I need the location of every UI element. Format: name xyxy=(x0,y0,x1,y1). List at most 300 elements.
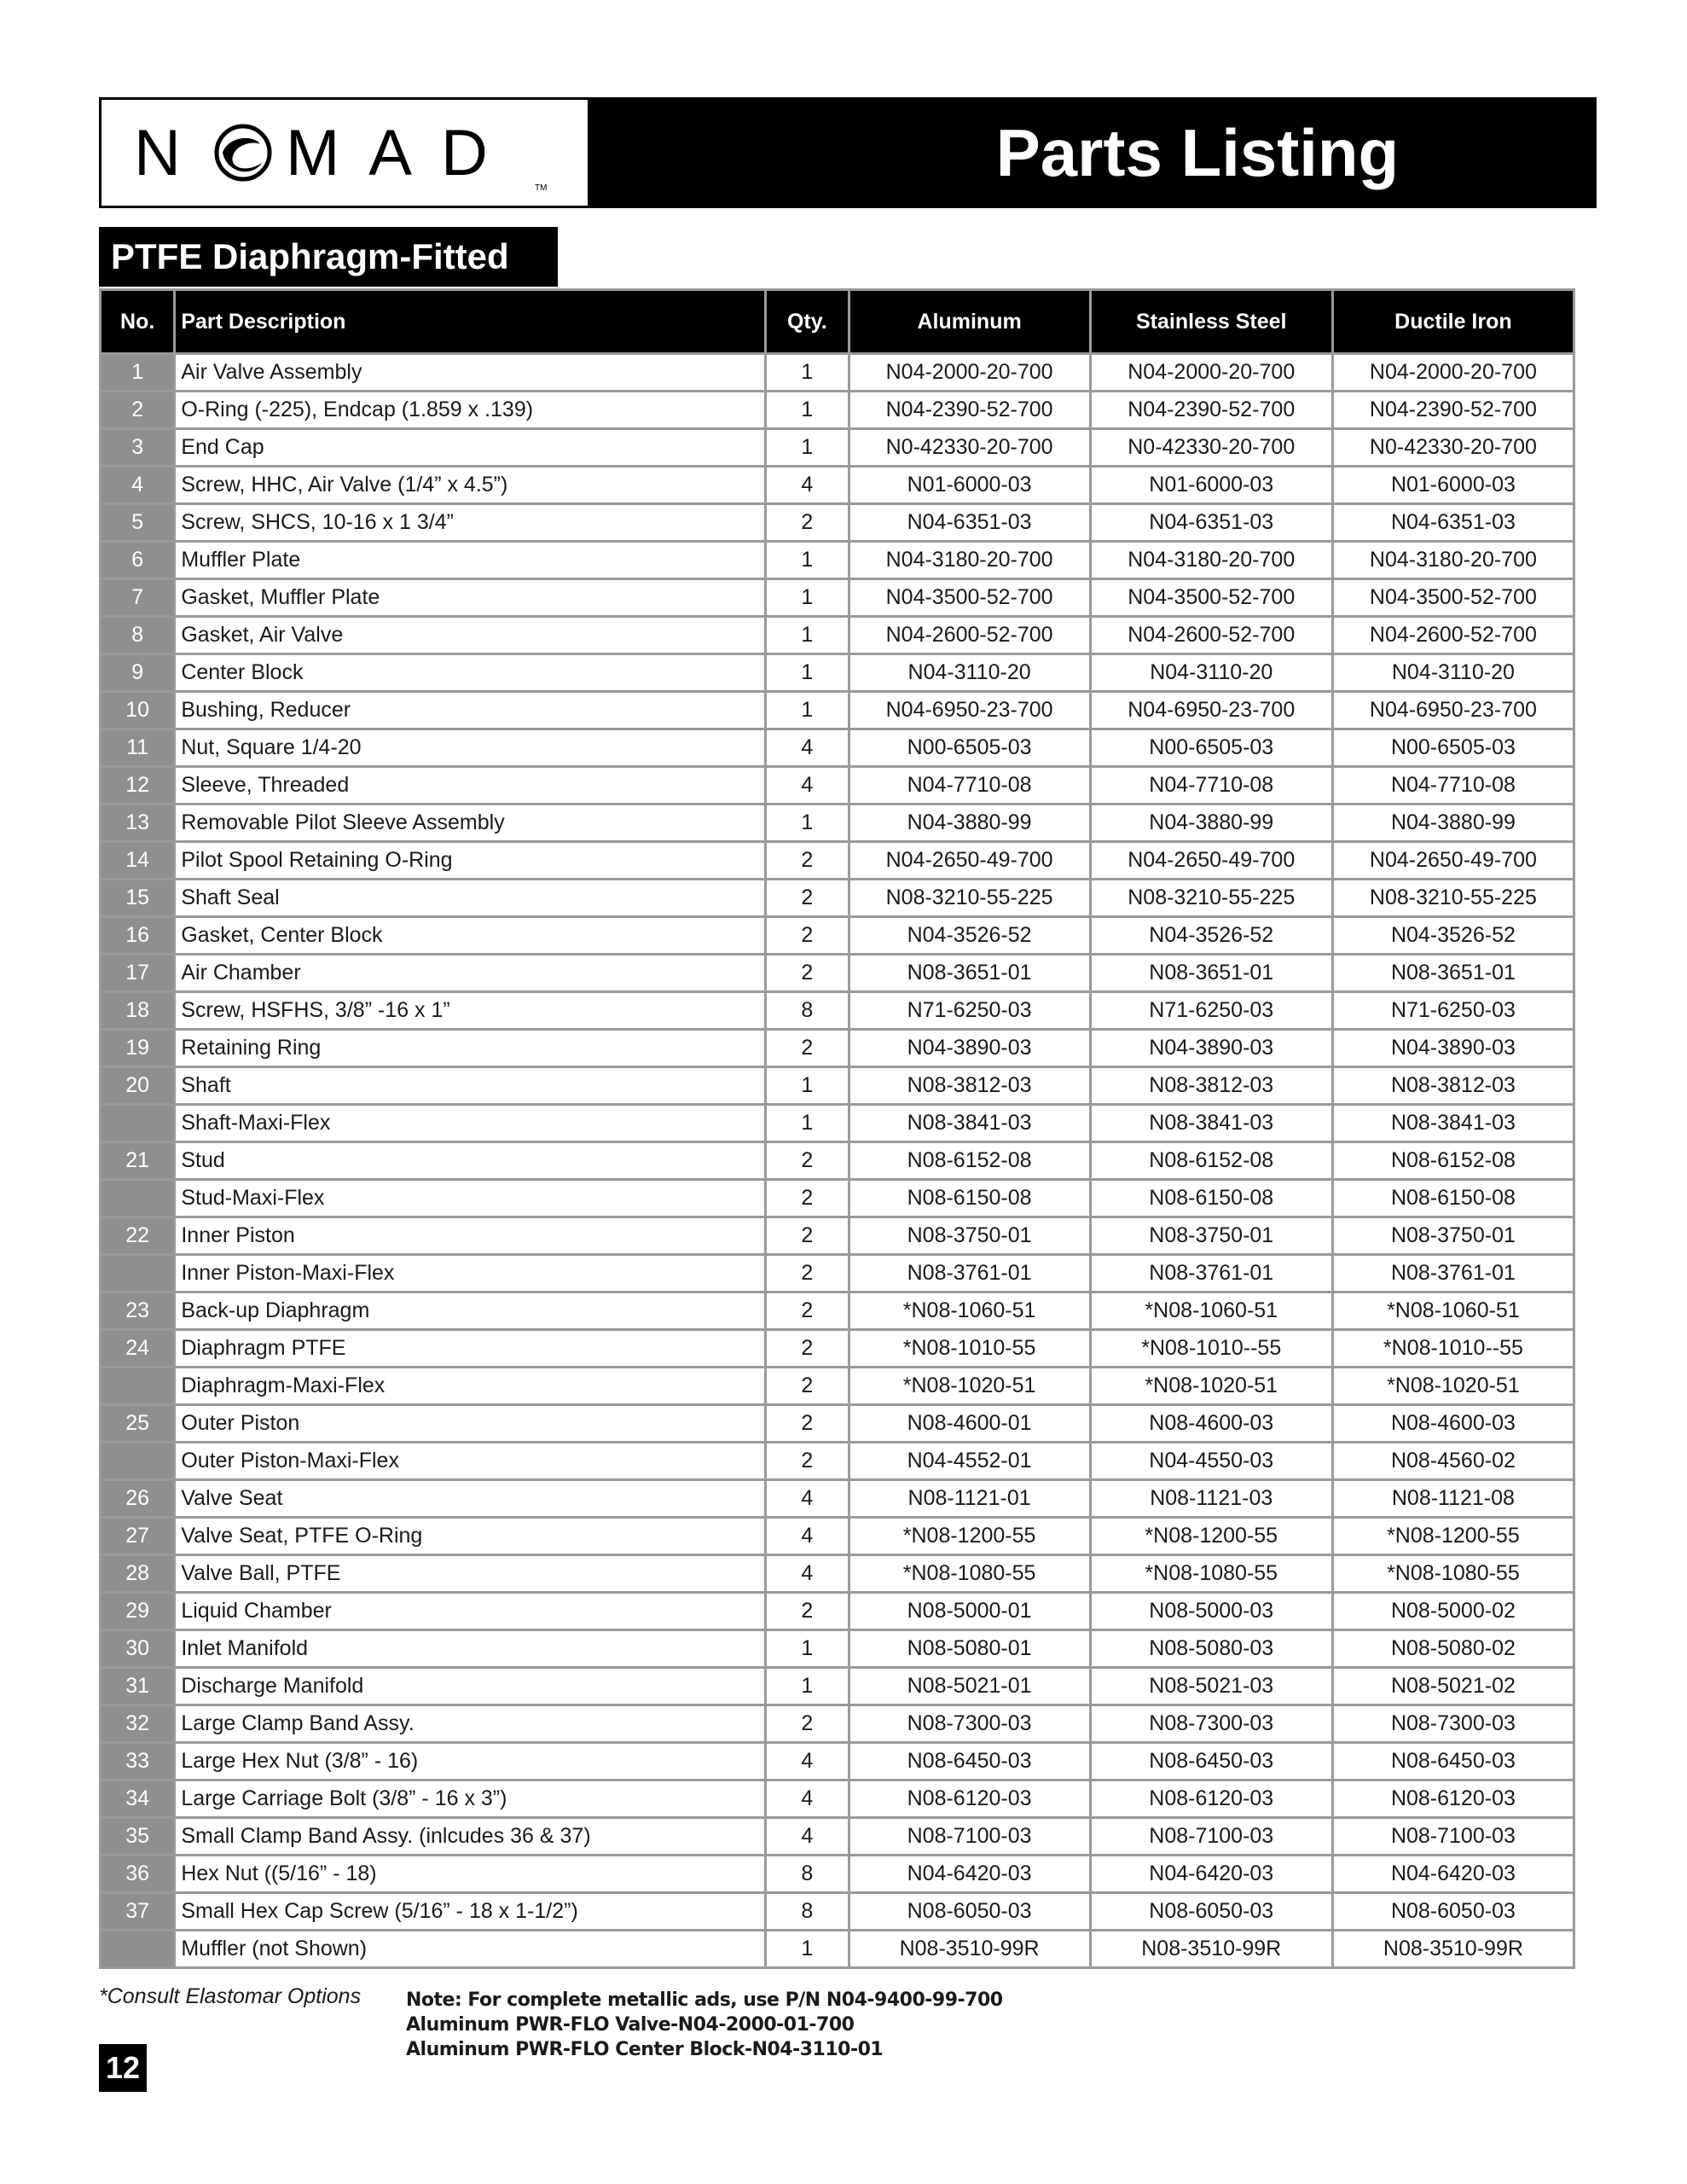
ductile-iron-part-cell: N04-7710-08 xyxy=(1332,767,1574,804)
logo-letter-n: N xyxy=(134,117,181,189)
part-description-cell: Removable Pilot Sleeve Assembly xyxy=(175,804,766,842)
aluminum-part-cell: N04-2650-49-700 xyxy=(849,842,1090,880)
part-number-cell: 4 xyxy=(101,467,175,504)
table-row xyxy=(101,354,1574,392)
stainless-steel-part-cell: N04-6420-03 xyxy=(1090,1856,1332,1893)
table-row xyxy=(101,1668,1574,1705)
table-row xyxy=(101,1856,1574,1893)
stainless-steel-part-cell: N08-3510-99R xyxy=(1090,1931,1332,1968)
ductile-iron-part-cell: N04-6351-03 xyxy=(1332,504,1574,542)
logo-letters-mad: MAD xyxy=(286,117,517,189)
page-title: Parts Listing xyxy=(995,115,1400,190)
part-number-cell: 27 xyxy=(101,1518,175,1555)
table-row xyxy=(101,1030,1574,1067)
ductile-iron-part-cell: *N08-1020-51 xyxy=(1332,1368,1574,1405)
ductile-iron-part-cell: N08-3210-55-225 xyxy=(1332,880,1574,917)
table-row xyxy=(101,1780,1574,1818)
aluminum-part-cell: N04-6950-23-700 xyxy=(849,692,1090,729)
quantity-cell: 4 xyxy=(766,729,849,767)
aluminum-part-cell: N08-3210-55-225 xyxy=(849,880,1090,917)
quantity-cell: 2 xyxy=(766,880,849,917)
stainless-steel-part-cell: N01-6000-03 xyxy=(1090,467,1332,504)
stainless-steel-part-cell: N04-3526-52 xyxy=(1090,917,1332,955)
page-number: 12 xyxy=(99,2044,147,2092)
table-row xyxy=(101,955,1574,992)
quantity-cell: 1 xyxy=(766,542,849,579)
stainless-steel-part-cell: N08-6050-03 xyxy=(1090,1893,1332,1931)
part-number-cell: 26 xyxy=(101,1480,175,1518)
table-row xyxy=(101,1443,1574,1480)
stainless-steel-part-cell: *N08-1080-55 xyxy=(1090,1555,1332,1593)
table-row xyxy=(101,992,1574,1030)
part-number-cell: 8 xyxy=(101,617,175,654)
quantity-cell: 1 xyxy=(766,804,849,842)
ductile-iron-part-cell: N04-3526-52 xyxy=(1332,917,1574,955)
table-row xyxy=(101,692,1574,729)
part-description-cell: Inner Piston-Maxi-Flex xyxy=(175,1255,766,1292)
quantity-cell: 2 xyxy=(766,1030,849,1067)
table-row xyxy=(101,617,1574,654)
note-line: Aluminum PWR-FLO Center Block-N04-3110-01 xyxy=(406,2039,884,2060)
part-number-cell: 13 xyxy=(101,804,175,842)
part-number-cell: 16 xyxy=(101,917,175,955)
ductile-iron-part-cell: N04-6420-03 xyxy=(1332,1856,1574,1893)
aluminum-part-cell: N08-7300-03 xyxy=(849,1705,1090,1743)
ductile-iron-part-cell: N04-2600-52-700 xyxy=(1332,617,1574,654)
table-row xyxy=(101,1480,1574,1518)
ductile-iron-part-cell: N04-2650-49-700 xyxy=(1332,842,1574,880)
aluminum-part-cell: N0-42330-20-700 xyxy=(849,429,1090,467)
table-row xyxy=(101,579,1574,617)
aluminum-part-cell: N04-3890-03 xyxy=(849,1030,1090,1067)
stainless-steel-part-cell: *N08-1010--55 xyxy=(1090,1330,1332,1368)
table-row xyxy=(101,1893,1574,1931)
part-description-cell: Sleeve, Threaded xyxy=(175,767,766,804)
part-number-cell xyxy=(101,1443,175,1480)
logo-tm: TM xyxy=(535,183,548,192)
part-description-cell: Diaphragm-Maxi-Flex xyxy=(175,1368,766,1405)
stainless-steel-part-cell: N08-3812-03 xyxy=(1090,1067,1332,1105)
table-row xyxy=(101,880,1574,917)
table-header-row xyxy=(101,290,1574,354)
note-line: Aluminum PWR-FLO Valve-N04-2000-01-700 xyxy=(406,2014,855,2036)
ductile-iron-part-cell: N08-6050-03 xyxy=(1332,1893,1574,1931)
stainless-steel-part-cell: N04-2390-52-700 xyxy=(1090,392,1332,429)
aluminum-part-cell: N04-2000-20-700 xyxy=(849,354,1090,392)
stainless-steel-part-cell: N04-2000-20-700 xyxy=(1090,354,1332,392)
table-row xyxy=(101,467,1574,504)
ductile-iron-part-cell: N08-4600-03 xyxy=(1332,1405,1574,1443)
part-description-cell: Valve Seat xyxy=(175,1480,766,1518)
stainless-steel-part-cell: N04-3880-99 xyxy=(1090,804,1332,842)
part-description-cell: Gasket, Air Valve xyxy=(175,617,766,654)
stainless-steel-part-cell: N08-7300-03 xyxy=(1090,1705,1332,1743)
parts-table xyxy=(99,288,1575,1969)
aluminum-part-cell: N08-6050-03 xyxy=(849,1893,1090,1931)
ductile-iron-part-cell: N08-5000-02 xyxy=(1332,1593,1574,1630)
quantity-cell: 1 xyxy=(766,429,849,467)
aluminum-part-cell: N04-3110-20 xyxy=(849,654,1090,692)
aluminum-part-cell: N04-3526-52 xyxy=(849,917,1090,955)
part-description-cell: Large Carriage Bolt (3/8” - 16 x 3”) xyxy=(175,1780,766,1818)
stainless-steel-part-cell: N04-6351-03 xyxy=(1090,504,1332,542)
page-header xyxy=(99,97,1597,208)
stainless-steel-part-cell: *N08-1060-51 xyxy=(1090,1292,1332,1330)
column-header-stainless-steel: Stainless Steel xyxy=(1090,290,1332,354)
table-row xyxy=(101,1217,1574,1255)
stainless-steel-part-cell: N08-3750-01 xyxy=(1090,1217,1332,1255)
part-number-cell: 37 xyxy=(101,1893,175,1931)
stainless-steel-part-cell: N08-6150-08 xyxy=(1090,1180,1332,1217)
table-row xyxy=(101,842,1574,880)
part-description-cell: Diaphragm PTFE xyxy=(175,1330,766,1368)
part-number-cell xyxy=(101,1105,175,1142)
part-description-cell: Outer Piston-Maxi-Flex xyxy=(175,1443,766,1480)
aluminum-part-cell: N04-3880-99 xyxy=(849,804,1090,842)
part-number-cell: 5 xyxy=(101,504,175,542)
part-number-cell: 34 xyxy=(101,1780,175,1818)
ductile-iron-part-cell: N08-1121-08 xyxy=(1332,1480,1574,1518)
part-number-cell: 35 xyxy=(101,1818,175,1856)
part-description-cell: O-Ring (-225), Endcap (1.859 x .139) xyxy=(175,392,766,429)
aluminum-part-cell: N04-6420-03 xyxy=(849,1856,1090,1893)
part-description-cell: Center Block xyxy=(175,654,766,692)
aluminum-part-cell: N08-5021-01 xyxy=(849,1668,1090,1705)
stainless-steel-part-cell: N04-3890-03 xyxy=(1090,1030,1332,1067)
table-row xyxy=(101,767,1574,804)
aluminum-part-cell: *N08-1060-51 xyxy=(849,1292,1090,1330)
ductile-iron-part-cell: N04-2390-52-700 xyxy=(1332,392,1574,429)
table-row xyxy=(101,1368,1574,1405)
table-row xyxy=(101,1142,1574,1180)
part-number-cell xyxy=(101,1180,175,1217)
part-number-cell: 36 xyxy=(101,1856,175,1893)
stainless-steel-part-cell: N04-7710-08 xyxy=(1090,767,1332,804)
quantity-cell: 2 xyxy=(766,1142,849,1180)
part-number-cell: 33 xyxy=(101,1743,175,1780)
ductile-iron-part-cell: N08-3651-01 xyxy=(1332,955,1574,992)
quantity-cell: 2 xyxy=(766,1705,849,1743)
aluminum-part-cell: N08-3750-01 xyxy=(849,1217,1090,1255)
table-row xyxy=(101,1931,1574,1968)
quantity-cell: 2 xyxy=(766,1443,849,1480)
stainless-steel-part-cell: N08-3761-01 xyxy=(1090,1255,1332,1292)
parts-table-body xyxy=(101,354,1574,1968)
ductile-iron-part-cell: N04-6950-23-700 xyxy=(1332,692,1574,729)
quantity-cell: 4 xyxy=(766,767,849,804)
part-number-cell: 22 xyxy=(101,1217,175,1255)
quantity-cell: 2 xyxy=(766,1292,849,1330)
quantity-cell: 2 xyxy=(766,842,849,880)
table-row xyxy=(101,804,1574,842)
quantity-cell: 1 xyxy=(766,1931,849,1968)
note-line: Note: For complete metallic ads, use P/N N04-9400-99-700 xyxy=(406,1989,1003,2011)
part-number-cell: 30 xyxy=(101,1630,175,1668)
aluminum-part-cell: N08-6152-08 xyxy=(849,1142,1090,1180)
aluminum-part-cell: N08-3761-01 xyxy=(849,1255,1090,1292)
ductile-iron-part-cell: N00-6505-03 xyxy=(1332,729,1574,767)
aluminum-part-cell: N04-3180-20-700 xyxy=(849,542,1090,579)
table-row xyxy=(101,392,1574,429)
part-number-cell: 20 xyxy=(101,1067,175,1105)
aluminum-part-cell: N08-3812-03 xyxy=(849,1067,1090,1105)
quantity-cell: 8 xyxy=(766,1893,849,1931)
ductile-iron-part-cell: N08-7300-03 xyxy=(1332,1705,1574,1743)
table-row xyxy=(101,654,1574,692)
aluminum-part-cell: N04-6351-03 xyxy=(849,504,1090,542)
aluminum-part-cell: N08-4600-01 xyxy=(849,1405,1090,1443)
part-description-cell: Discharge Manifold xyxy=(175,1668,766,1705)
quantity-cell: 1 xyxy=(766,617,849,654)
part-number-cell: 23 xyxy=(101,1292,175,1330)
ductile-iron-part-cell: N08-3841-03 xyxy=(1332,1105,1574,1142)
stainless-steel-part-cell: N04-3180-20-700 xyxy=(1090,542,1332,579)
part-number-cell: 10 xyxy=(101,692,175,729)
ductile-iron-part-cell: N08-6450-03 xyxy=(1332,1743,1574,1780)
part-description-cell: Screw, HSFHS, 3/8” -16 x 1” xyxy=(175,992,766,1030)
quantity-cell: 2 xyxy=(766,1255,849,1292)
part-number-cell: 2 xyxy=(101,392,175,429)
quantity-cell: 1 xyxy=(766,692,849,729)
quantity-cell: 1 xyxy=(766,1067,849,1105)
stainless-steel-part-cell: N04-6950-23-700 xyxy=(1090,692,1332,729)
table-row xyxy=(101,1593,1574,1630)
table-row xyxy=(101,1705,1574,1743)
ductile-iron-part-cell: N08-4560-02 xyxy=(1332,1443,1574,1480)
table-row xyxy=(101,1518,1574,1555)
table-row xyxy=(101,1292,1574,1330)
part-number-cell: 24 xyxy=(101,1330,175,1368)
table-row xyxy=(101,1105,1574,1142)
part-description-cell: Screw, HHC, Air Valve (1/4” x 4.5”) xyxy=(175,467,766,504)
table-row xyxy=(101,1255,1574,1292)
logo-box xyxy=(101,100,590,206)
quantity-cell: 1 xyxy=(766,354,849,392)
part-description-cell: Gasket, Muffler Plate xyxy=(175,579,766,617)
column-header-aluminum: Aluminum xyxy=(849,290,1090,354)
ductile-iron-part-cell: N04-3500-52-700 xyxy=(1332,579,1574,617)
quantity-cell: 4 xyxy=(766,1743,849,1780)
aluminum-part-cell: N71-6250-03 xyxy=(849,992,1090,1030)
quantity-cell: 1 xyxy=(766,392,849,429)
part-description-cell: Air Valve Assembly xyxy=(175,354,766,392)
stainless-steel-part-cell: N08-1121-03 xyxy=(1090,1480,1332,1518)
stainless-steel-part-cell: N08-5021-03 xyxy=(1090,1668,1332,1705)
part-number-cell: 17 xyxy=(101,955,175,992)
aluminum-part-cell: N08-1121-01 xyxy=(849,1480,1090,1518)
part-description-cell: Stud xyxy=(175,1142,766,1180)
aluminum-part-cell: N08-6120-03 xyxy=(849,1780,1090,1818)
part-description-cell: Gasket, Center Block xyxy=(175,917,766,955)
stainless-steel-part-cell: N04-4550-03 xyxy=(1090,1443,1332,1480)
part-number-cell: 25 xyxy=(101,1405,175,1443)
part-description-cell: Small Clamp Band Assy. (inlcudes 36 & 37) xyxy=(175,1818,766,1856)
stainless-steel-part-cell: N08-6152-08 xyxy=(1090,1142,1332,1180)
stainless-steel-part-cell: N04-3110-20 xyxy=(1090,654,1332,692)
part-description-cell: Muffler (not Shown) xyxy=(175,1931,766,1968)
table-row xyxy=(101,504,1574,542)
part-number-cell xyxy=(101,1255,175,1292)
stainless-steel-part-cell: N0-42330-20-700 xyxy=(1090,429,1332,467)
quantity-cell: 4 xyxy=(766,1818,849,1856)
aluminum-part-cell: N04-2390-52-700 xyxy=(849,392,1090,429)
part-number-cell: 3 xyxy=(101,429,175,467)
stainless-steel-part-cell: N08-5080-03 xyxy=(1090,1630,1332,1668)
stainless-steel-part-cell: N08-6450-03 xyxy=(1090,1743,1332,1780)
ductile-iron-part-cell: N04-3180-20-700 xyxy=(1332,542,1574,579)
aluminum-part-cell: N08-5000-01 xyxy=(849,1593,1090,1630)
aluminum-part-cell: *N08-1200-55 xyxy=(849,1518,1090,1555)
part-description-cell: Large Hex Nut (3/8” - 16) xyxy=(175,1743,766,1780)
table-row xyxy=(101,1555,1574,1593)
quantity-cell: 2 xyxy=(766,504,849,542)
table-row xyxy=(101,1818,1574,1856)
stainless-steel-part-cell: N08-6120-03 xyxy=(1090,1780,1332,1818)
part-description-cell: Back-up Diaphragm xyxy=(175,1292,766,1330)
table-row xyxy=(101,1180,1574,1217)
stainless-steel-part-cell: N08-5000-03 xyxy=(1090,1593,1332,1630)
quantity-cell: 1 xyxy=(766,654,849,692)
aluminum-part-cell: N00-6505-03 xyxy=(849,729,1090,767)
part-number-cell: 9 xyxy=(101,654,175,692)
stainless-steel-part-cell: N00-6505-03 xyxy=(1090,729,1332,767)
ductile-iron-part-cell: N08-3510-99R xyxy=(1332,1931,1574,1968)
table-row xyxy=(101,1330,1574,1368)
ductile-iron-part-cell: N08-6120-03 xyxy=(1332,1780,1574,1818)
part-description-cell: Air Chamber xyxy=(175,955,766,992)
quantity-cell: 2 xyxy=(766,1405,849,1443)
ductile-iron-part-cell: *N08-1200-55 xyxy=(1332,1518,1574,1555)
table-row xyxy=(101,542,1574,579)
aluminum-part-cell: N08-3651-01 xyxy=(849,955,1090,992)
ductile-iron-part-cell: N08-3750-01 xyxy=(1332,1217,1574,1255)
quantity-cell: 2 xyxy=(766,1217,849,1255)
part-number-cell: 21 xyxy=(101,1142,175,1180)
ductile-iron-part-cell: *N08-1010--55 xyxy=(1332,1330,1574,1368)
part-description-cell: Screw, SHCS, 10-16 x 1 3/4” xyxy=(175,504,766,542)
aluminum-part-cell: N08-3510-99R xyxy=(849,1931,1090,1968)
part-number-cell xyxy=(101,1368,175,1405)
part-number-cell: 11 xyxy=(101,729,175,767)
ductile-iron-part-cell: N08-3761-01 xyxy=(1332,1255,1574,1292)
ductile-iron-part-cell: N01-6000-03 xyxy=(1332,467,1574,504)
ductile-iron-part-cell: *N08-1060-51 xyxy=(1332,1292,1574,1330)
aluminum-part-cell: N08-6150-08 xyxy=(849,1180,1090,1217)
aluminum-part-cell: N08-5080-01 xyxy=(849,1630,1090,1668)
quantity-cell: 8 xyxy=(766,1856,849,1893)
stainless-steel-part-cell: N04-3500-52-700 xyxy=(1090,579,1332,617)
part-description-cell: Small Hex Cap Screw (5/16” - 18 x 1-1/2”) xyxy=(175,1893,766,1931)
part-number-cell: 31 xyxy=(101,1668,175,1705)
quantity-cell: 4 xyxy=(766,467,849,504)
part-number-cell: 7 xyxy=(101,579,175,617)
quantity-cell: 2 xyxy=(766,1593,849,1630)
part-number-cell xyxy=(101,1931,175,1968)
ductile-iron-part-cell: N04-3890-03 xyxy=(1332,1030,1574,1067)
quantity-cell: 2 xyxy=(766,1330,849,1368)
ductile-iron-part-cell: N04-3880-99 xyxy=(1332,804,1574,842)
ductile-iron-part-cell: N71-6250-03 xyxy=(1332,992,1574,1030)
column-header-ductile-iron: Ductile Iron xyxy=(1332,290,1574,354)
part-description-cell: End Cap xyxy=(175,429,766,467)
part-description-cell: Stud-Maxi-Flex xyxy=(175,1180,766,1217)
quantity-cell: 4 xyxy=(766,1480,849,1518)
table-row xyxy=(101,1405,1574,1443)
aluminum-part-cell: *N08-1080-55 xyxy=(849,1555,1090,1593)
quantity-cell: 1 xyxy=(766,579,849,617)
stainless-steel-part-cell: N04-2650-49-700 xyxy=(1090,842,1332,880)
aluminum-part-cell: N04-7710-08 xyxy=(849,767,1090,804)
ductile-iron-part-cell: N08-5080-02 xyxy=(1332,1630,1574,1668)
stainless-steel-part-cell: N04-2600-52-700 xyxy=(1090,617,1332,654)
part-description-cell: Shaft-Maxi-Flex xyxy=(175,1105,766,1142)
part-description-cell: Valve Seat, PTFE O-Ring xyxy=(175,1518,766,1555)
part-number-cell: 15 xyxy=(101,880,175,917)
ductile-iron-part-cell: N08-6152-08 xyxy=(1332,1142,1574,1180)
ductile-iron-part-cell: N08-7100-03 xyxy=(1332,1818,1574,1856)
part-description-cell: Hex Nut ((5/16” - 18) xyxy=(175,1856,766,1893)
aluminum-part-cell: *N08-1010-55 xyxy=(849,1330,1090,1368)
part-number-cell: 19 xyxy=(101,1030,175,1067)
column-header-no: No. xyxy=(101,290,175,354)
part-description-cell: Inner Piston xyxy=(175,1217,766,1255)
part-description-cell: Nut, Square 1/4-20 xyxy=(175,729,766,767)
ductile-iron-part-cell: *N08-1080-55 xyxy=(1332,1555,1574,1593)
ductile-iron-part-cell: N04-3110-20 xyxy=(1332,654,1574,692)
part-number-cell: 29 xyxy=(101,1593,175,1630)
quantity-cell: 4 xyxy=(766,1555,849,1593)
logo-globe-swirl xyxy=(223,138,262,171)
stainless-steel-part-cell: N71-6250-03 xyxy=(1090,992,1332,1030)
ductile-iron-part-cell: N08-5021-02 xyxy=(1332,1668,1574,1705)
aluminum-part-cell: N04-4552-01 xyxy=(849,1443,1090,1480)
column-header-qty: Qty. xyxy=(766,290,849,354)
table-row xyxy=(101,1067,1574,1105)
ductile-iron-part-cell: N08-6150-08 xyxy=(1332,1180,1574,1217)
aluminum-part-cell: N01-6000-03 xyxy=(849,467,1090,504)
part-number-cell: 1 xyxy=(101,354,175,392)
stainless-steel-part-cell: *N08-1020-51 xyxy=(1090,1368,1332,1405)
stainless-steel-part-cell: N08-3651-01 xyxy=(1090,955,1332,992)
column-header-description: Part Description xyxy=(175,290,766,354)
table-row xyxy=(101,1743,1574,1780)
part-description-cell: Muffler Plate xyxy=(175,542,766,579)
table-row xyxy=(101,429,1574,467)
part-description-cell: Liquid Chamber xyxy=(175,1593,766,1630)
quantity-cell: 2 xyxy=(766,955,849,992)
part-description-cell: Large Clamp Band Assy. xyxy=(175,1705,766,1743)
quantity-cell: 1 xyxy=(766,1668,849,1705)
part-number-cell: 12 xyxy=(101,767,175,804)
table-row xyxy=(101,1630,1574,1668)
quantity-cell: 4 xyxy=(766,1518,849,1555)
stainless-steel-part-cell: N08-3210-55-225 xyxy=(1090,880,1332,917)
part-description-cell: Pilot Spool Retaining O-Ring xyxy=(175,842,766,880)
part-description-cell: Retaining Ring xyxy=(175,1030,766,1067)
ductile-iron-part-cell: N08-3812-03 xyxy=(1332,1067,1574,1105)
part-description-cell: Valve Ball, PTFE xyxy=(175,1555,766,1593)
aluminum-part-cell: N08-7100-03 xyxy=(849,1818,1090,1856)
ductile-iron-part-cell: N04-2000-20-700 xyxy=(1332,354,1574,392)
part-number-cell: 28 xyxy=(101,1555,175,1593)
part-description-cell: Shaft Seal xyxy=(175,880,766,917)
quantity-cell: 1 xyxy=(766,1105,849,1142)
quantity-cell: 1 xyxy=(766,1630,849,1668)
part-number-cell: 14 xyxy=(101,842,175,880)
part-description-cell: Inlet Manifold xyxy=(175,1630,766,1668)
table-row xyxy=(101,729,1574,767)
aluminum-part-cell: N08-3841-03 xyxy=(849,1105,1090,1142)
